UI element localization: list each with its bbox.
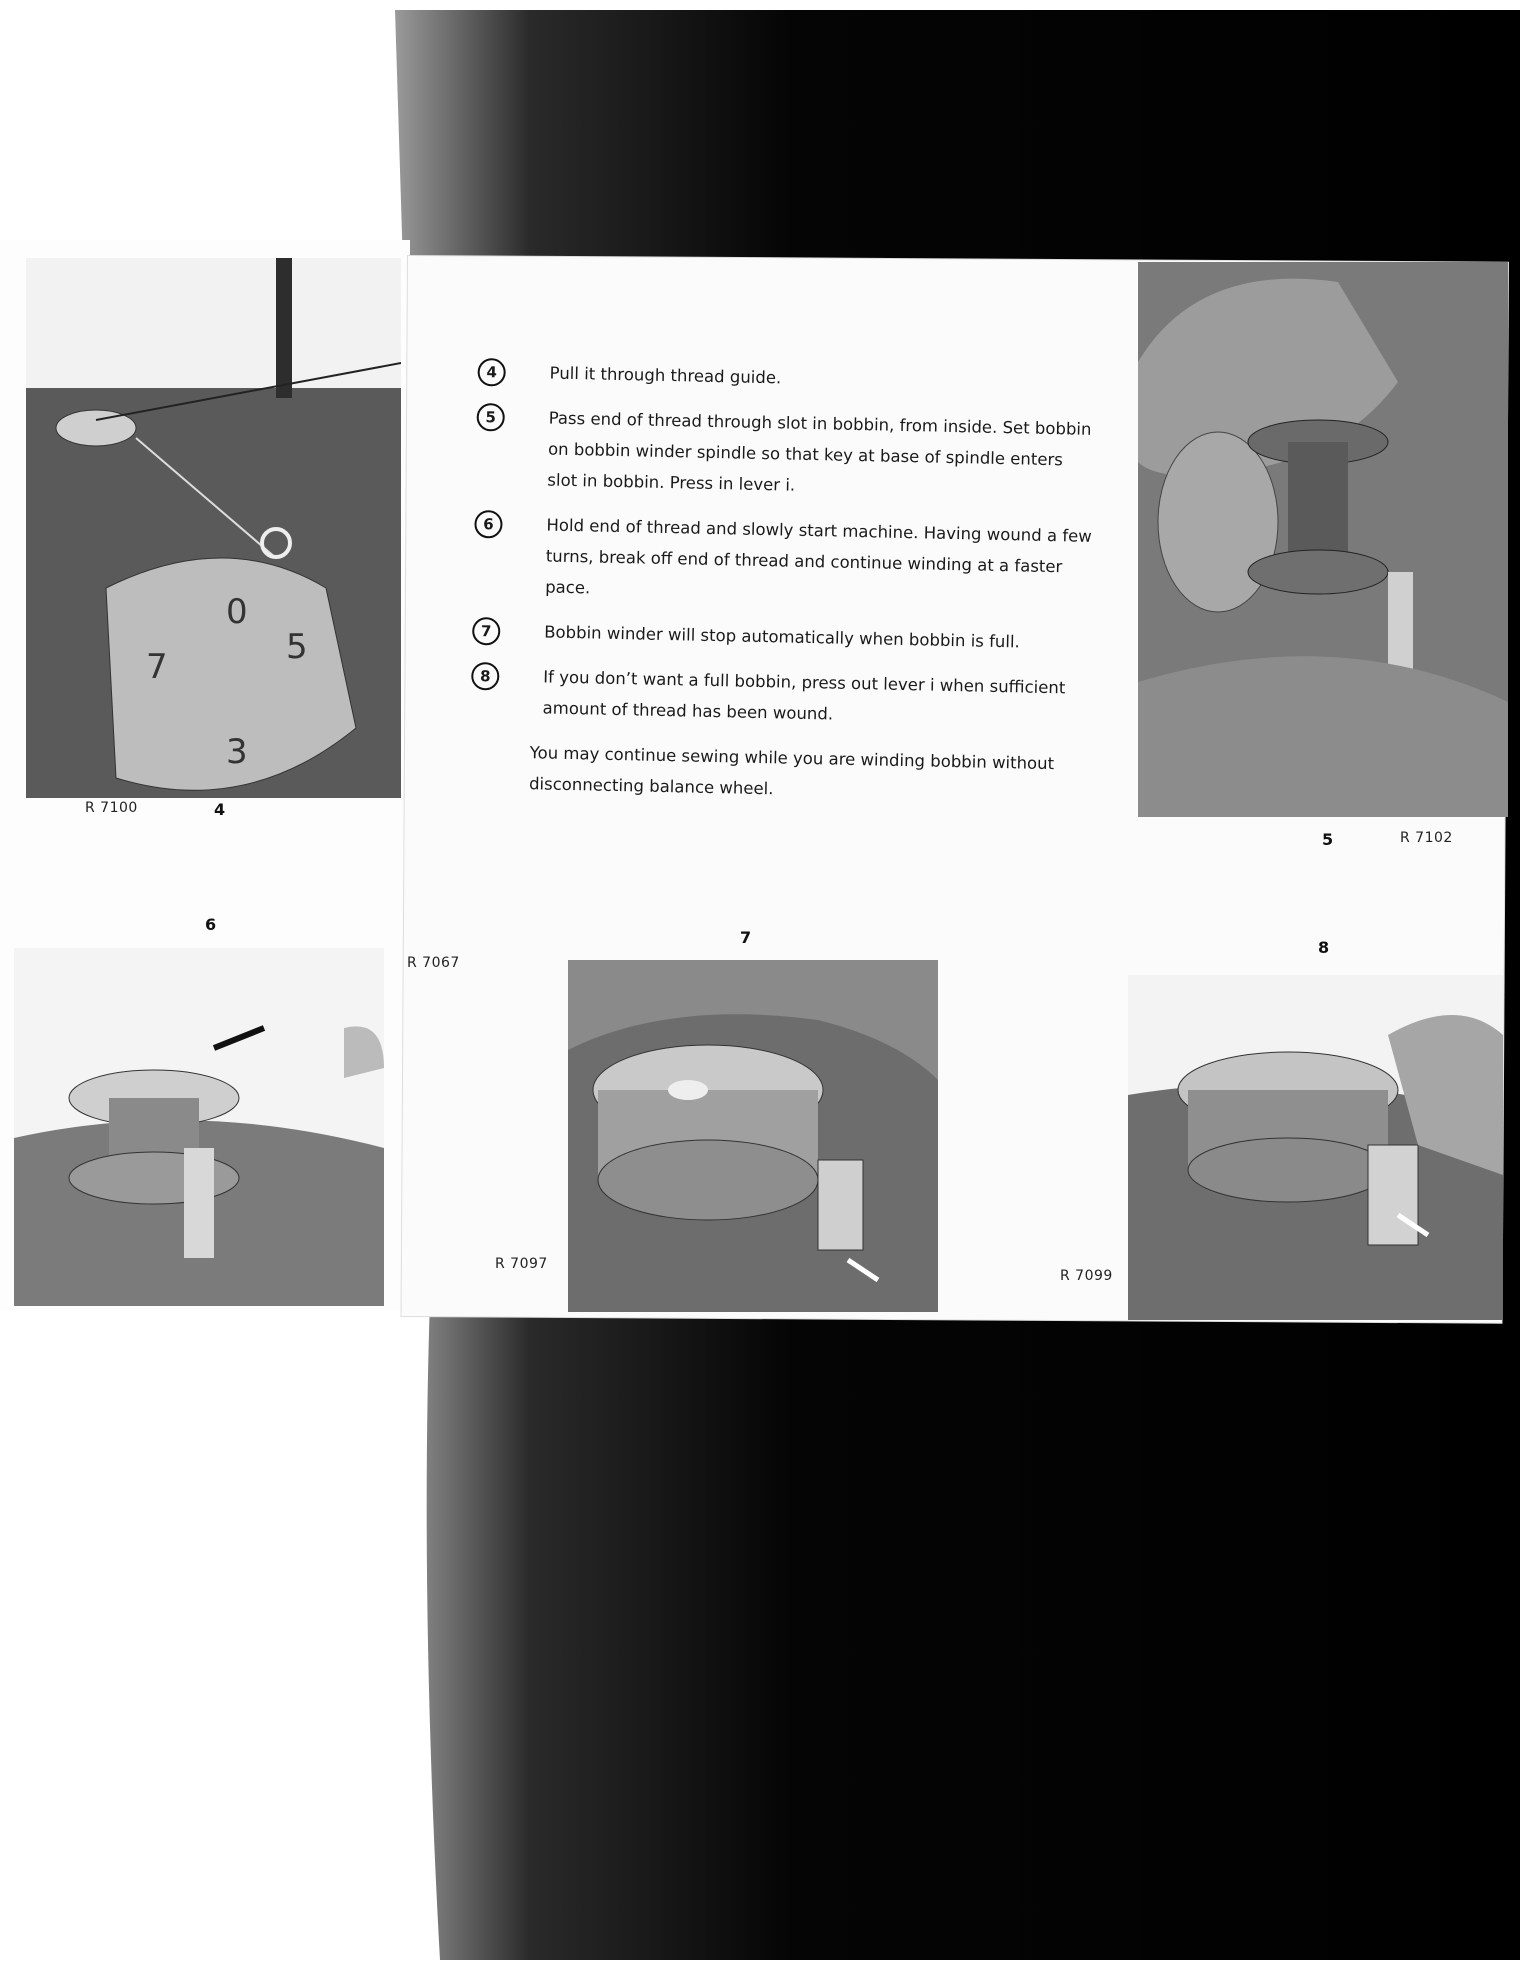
figure-7-photo (568, 960, 938, 1312)
figure-6-ref: R 7067 (407, 955, 460, 971)
figure-7-number: 7 (740, 928, 752, 947)
sewing-note: You may continue sewing while you are winding bobbin without disconnecting balance wheel. (528, 743, 1055, 799)
partial-bobbin-illustration (1128, 975, 1503, 1320)
svg-text:5: 5 (286, 627, 308, 667)
step-text: If you don’t want a full bobbin, press out lever i when sufficient amount of thread has been wound. (542, 667, 1066, 724)
step-text: Hold end of thread and slowly start machine. Having wound a few turns, break off end of thread and continue winding at a faster pace. (544, 515, 1092, 598)
figure-7-ref: R 7097 (495, 1256, 548, 1272)
figure-5-ref: R 7102 (1400, 830, 1453, 846)
figure-8-photo (1128, 975, 1503, 1320)
figure-6-photo (14, 948, 384, 1306)
step-marker: 6 (474, 510, 503, 539)
figure-8-ref: R 7099 (1060, 1268, 1113, 1284)
bobbin-on-spindle-illustration (1138, 262, 1508, 817)
figure-8-number: 8 (1318, 938, 1330, 957)
step-marker: 5 (476, 403, 505, 432)
step-6 (473, 508, 1095, 614)
svg-text:0: 0 (226, 592, 248, 632)
figure-6-number: 6 (205, 915, 217, 934)
bobbin-slot-illustration (14, 948, 384, 1306)
step-text: Bobbin winder will stop automatically when bobbin is full. (544, 622, 1020, 652)
step-text: Pass end of thread through slot in bobbin, from inside. Set bobbin on bobbin winder spindle so that key at base of spindle enters slot in bobbin. Press in lever i. (547, 408, 1092, 495)
figure-4-photo (26, 258, 401, 798)
step-8 (470, 660, 1091, 735)
step-7 (472, 615, 1093, 659)
step-marker: 7 (472, 617, 501, 646)
step-text: Pull it through thread guide. (549, 363, 782, 388)
full-bobbin-illustration (568, 960, 938, 1312)
thread-guide-illustration (26, 258, 401, 798)
step-5 (475, 401, 1097, 507)
figure-4-ref: R 7100 (85, 800, 138, 816)
step-marker: 8 (471, 662, 500, 691)
figure-5-photo (1138, 262, 1508, 817)
instruction-list (469, 356, 1098, 811)
figure-4-number: 4 (214, 800, 226, 819)
figure-5-number: 5 (1322, 830, 1334, 849)
svg-text:7: 7 (146, 647, 168, 687)
step-marker: 4 (477, 358, 506, 387)
svg-text:3: 3 (226, 732, 248, 772)
